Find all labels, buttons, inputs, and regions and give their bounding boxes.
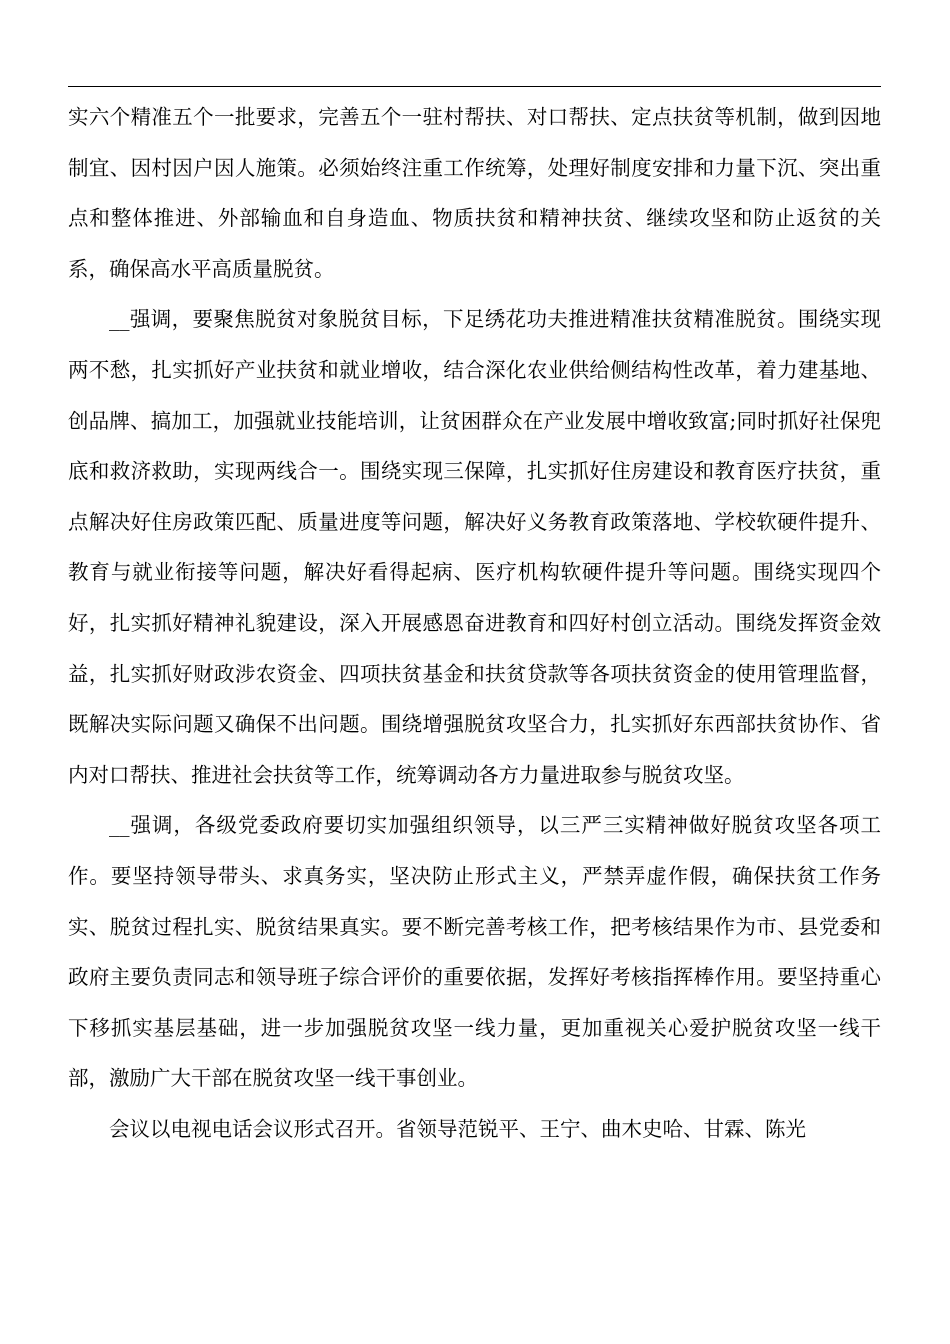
paragraph-4: 会议以电视电话会议形式召开。省领导范锐平、王宁、曲木史哈、甘霖、陈光 xyxy=(109,1116,806,1141)
paragraph-1: 实六个精准五个一批要求，完善五个一驻村帮扶、对口帮扶、定点扶贫等机制，做到因地制宜、因村因户因人施策。必须始终注重工作统筹，处理好制度安排和力量下沉、突出重点和整体推进、外部输血和自身造血、物质扶贫和精神扶贫、继续攻坚和防止返贫的关系，确保高水平高质量脱贫。 xyxy=(68,105,881,281)
paragraph-2: __强调，要聚焦脱贫对象脱贫目标，下足绣花功夫推进精准扶贫精准脱贫。围绕实现两不愁，扎实抓好产业扶贫和就业增收，结合深化农业供给侧结构性改革，着力建基地、创品牌、搞加工，加强就业技能培训，让贫困群众在产业发展中增收致富;同时抓好社保兜底和救济救助，实现两线合一。围绕实现三保障，扎实抓好住房建设和教育医疗扶贫，重点解决好住房政策匹配、质量进度等问题，解决好义务教育政策落地、学校软硬件提升、教育与就业衔接等问题，解决好看得起病、医疗机构软硬件提升等问题。围绕实现四个好，扎实抓好精神礼貌建设，深入开展感恩奋进教育和四好村创立活动。围绕发挥资金效益，扎实抓好财政涉农资金、四项扶贫基金和扶贫贷款等各项扶贫资金的使用管理监督，既解决实际问题又确保不出问题。围绕增强脱贫攻坚合力，扎实抓好东西部扶贫协作、省内对口帮扶、推进社会扶贫等工作，统筹调动各方力量进取参与脱贫攻坚。 xyxy=(68,307,881,787)
paragraph-3: __强调，各级党委政府要切实加强组织领导，以三严三实精神做好脱贫攻坚各项工作。要坚持领导带头、求真务实，坚决防止形式主义，严禁弄虚作假，确保扶贫工作务实、脱贫过程扎实、脱贫结果真实。要不断完善考核工作，把考核结果作为市、县党委和政府主要负责同志和领导班子综合评价的重要依据，发挥好考核指挥棒作用。要坚持重心下移抓实基层基础，进一步加强脱贫攻坚一线力量，更加重视关心爱护脱贫攻坚一线干部，激励广大干部在脱贫攻坚一线干事创业。 xyxy=(68,813,881,1091)
body-text xyxy=(68,92,881,1154)
header-rule xyxy=(68,86,881,87)
